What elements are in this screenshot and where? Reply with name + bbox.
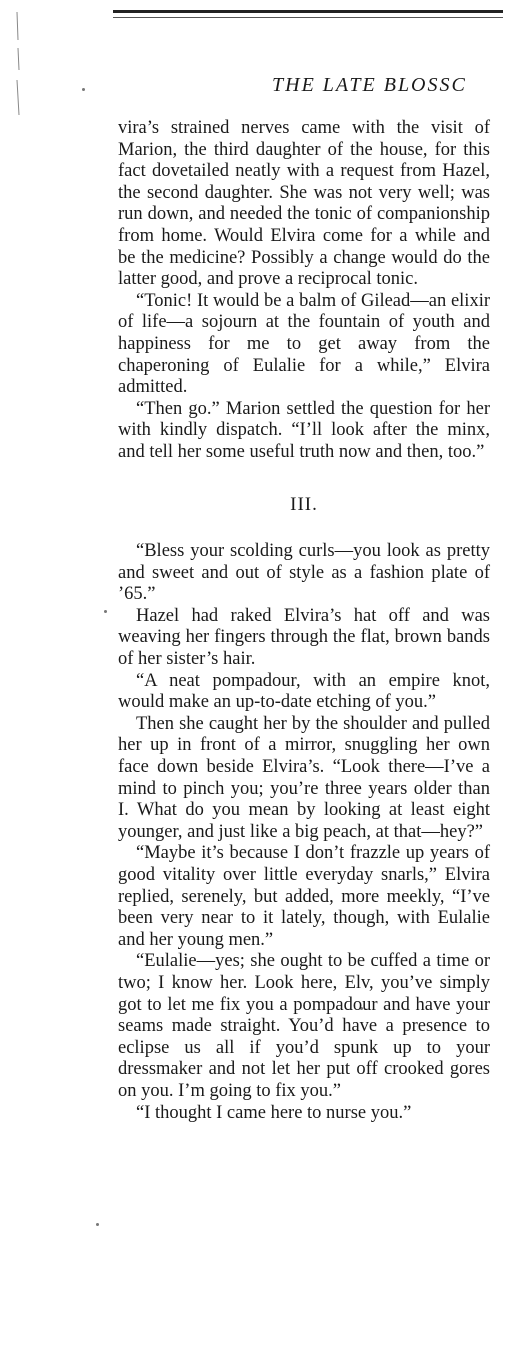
- stray-mark: [82, 88, 85, 91]
- paragraph: vira’s strained nerves came with the visit of Marion, the third daughter of the house, for this fact dovetailed neatly with a request from Hazel, the second daughter. She was not very well; was run down, and needed the tonic of companionship from home. Would Elvira come for a while and be the medicine? Possibly a change would do the latter good, and prove a reciprocal tonic.: [118, 118, 490, 290]
- paragraph: “A neat pompadour, with an empire knot, would make an up-to-date etching of you.”: [118, 670, 490, 713]
- paragraph: “I thought I came here to nurse you.”: [136, 1102, 412, 1123]
- text-column: [118, 118, 490, 1124]
- stray-mark: [104, 610, 107, 613]
- paragraph: “Maybe it’s because I don’t frazzle up years of good vitality over little everyday snarls,” Elvira replied, serenely, but added, more meekly, “I’ve been very near to it lately, though, with Eulalie and her young men.”: [118, 843, 490, 950]
- header-rule-thin: [113, 17, 503, 18]
- paragraph: Then she caught her by the shoulder and pulled her up in front of a mirror, snuggling her own face down beside Elvira’s. “Look there—I’ve a mind to pinch you; you’re three years older than I. What do you mean by looking at least eight younger, and just like a big peach, at that—hey?”: [118, 713, 490, 842]
- paragraph: “Then go.” Marion settled the question for her with kindly dispatch. “I’ll look after the minx, and tell her some useful truth now and then, too.”: [118, 398, 490, 462]
- paragraph: “Tonic! It would be a balm of Gilead—an elixir of life—a sojourn at the fountain of youth and happiness for me to get away from the chaperoning of Eulalie for a while,” Elvira admitted.: [118, 290, 490, 398]
- section-number: III.: [290, 493, 318, 515]
- paragraph: “Eulalie—yes; she ought to be cuffed a time or two; I know her. Look here, Elv, you’ve simply got to let me fix you a pompadour and have your seams made straight. You’d have a presence to eclipse us all if you’d spunk up to your dressmaker and not let her put off crooked gores on you. I’m going to fix you.”: [118, 951, 490, 1101]
- paragraph: “Bless your scolding curls—you look as pretty and sweet and out of style as a fashion plate of ’65.”: [118, 541, 490, 605]
- page-edge-marks: [14, 10, 24, 120]
- stray-mark: [96, 1223, 99, 1226]
- paragraph: Hazel had raked Elvira’s hat off and was weaving her fingers through the flat, brown bands of her sister’s hair.: [118, 605, 490, 670]
- running-header: THE LATE BLOSSC: [272, 74, 467, 96]
- header-rule-thick: [113, 10, 503, 13]
